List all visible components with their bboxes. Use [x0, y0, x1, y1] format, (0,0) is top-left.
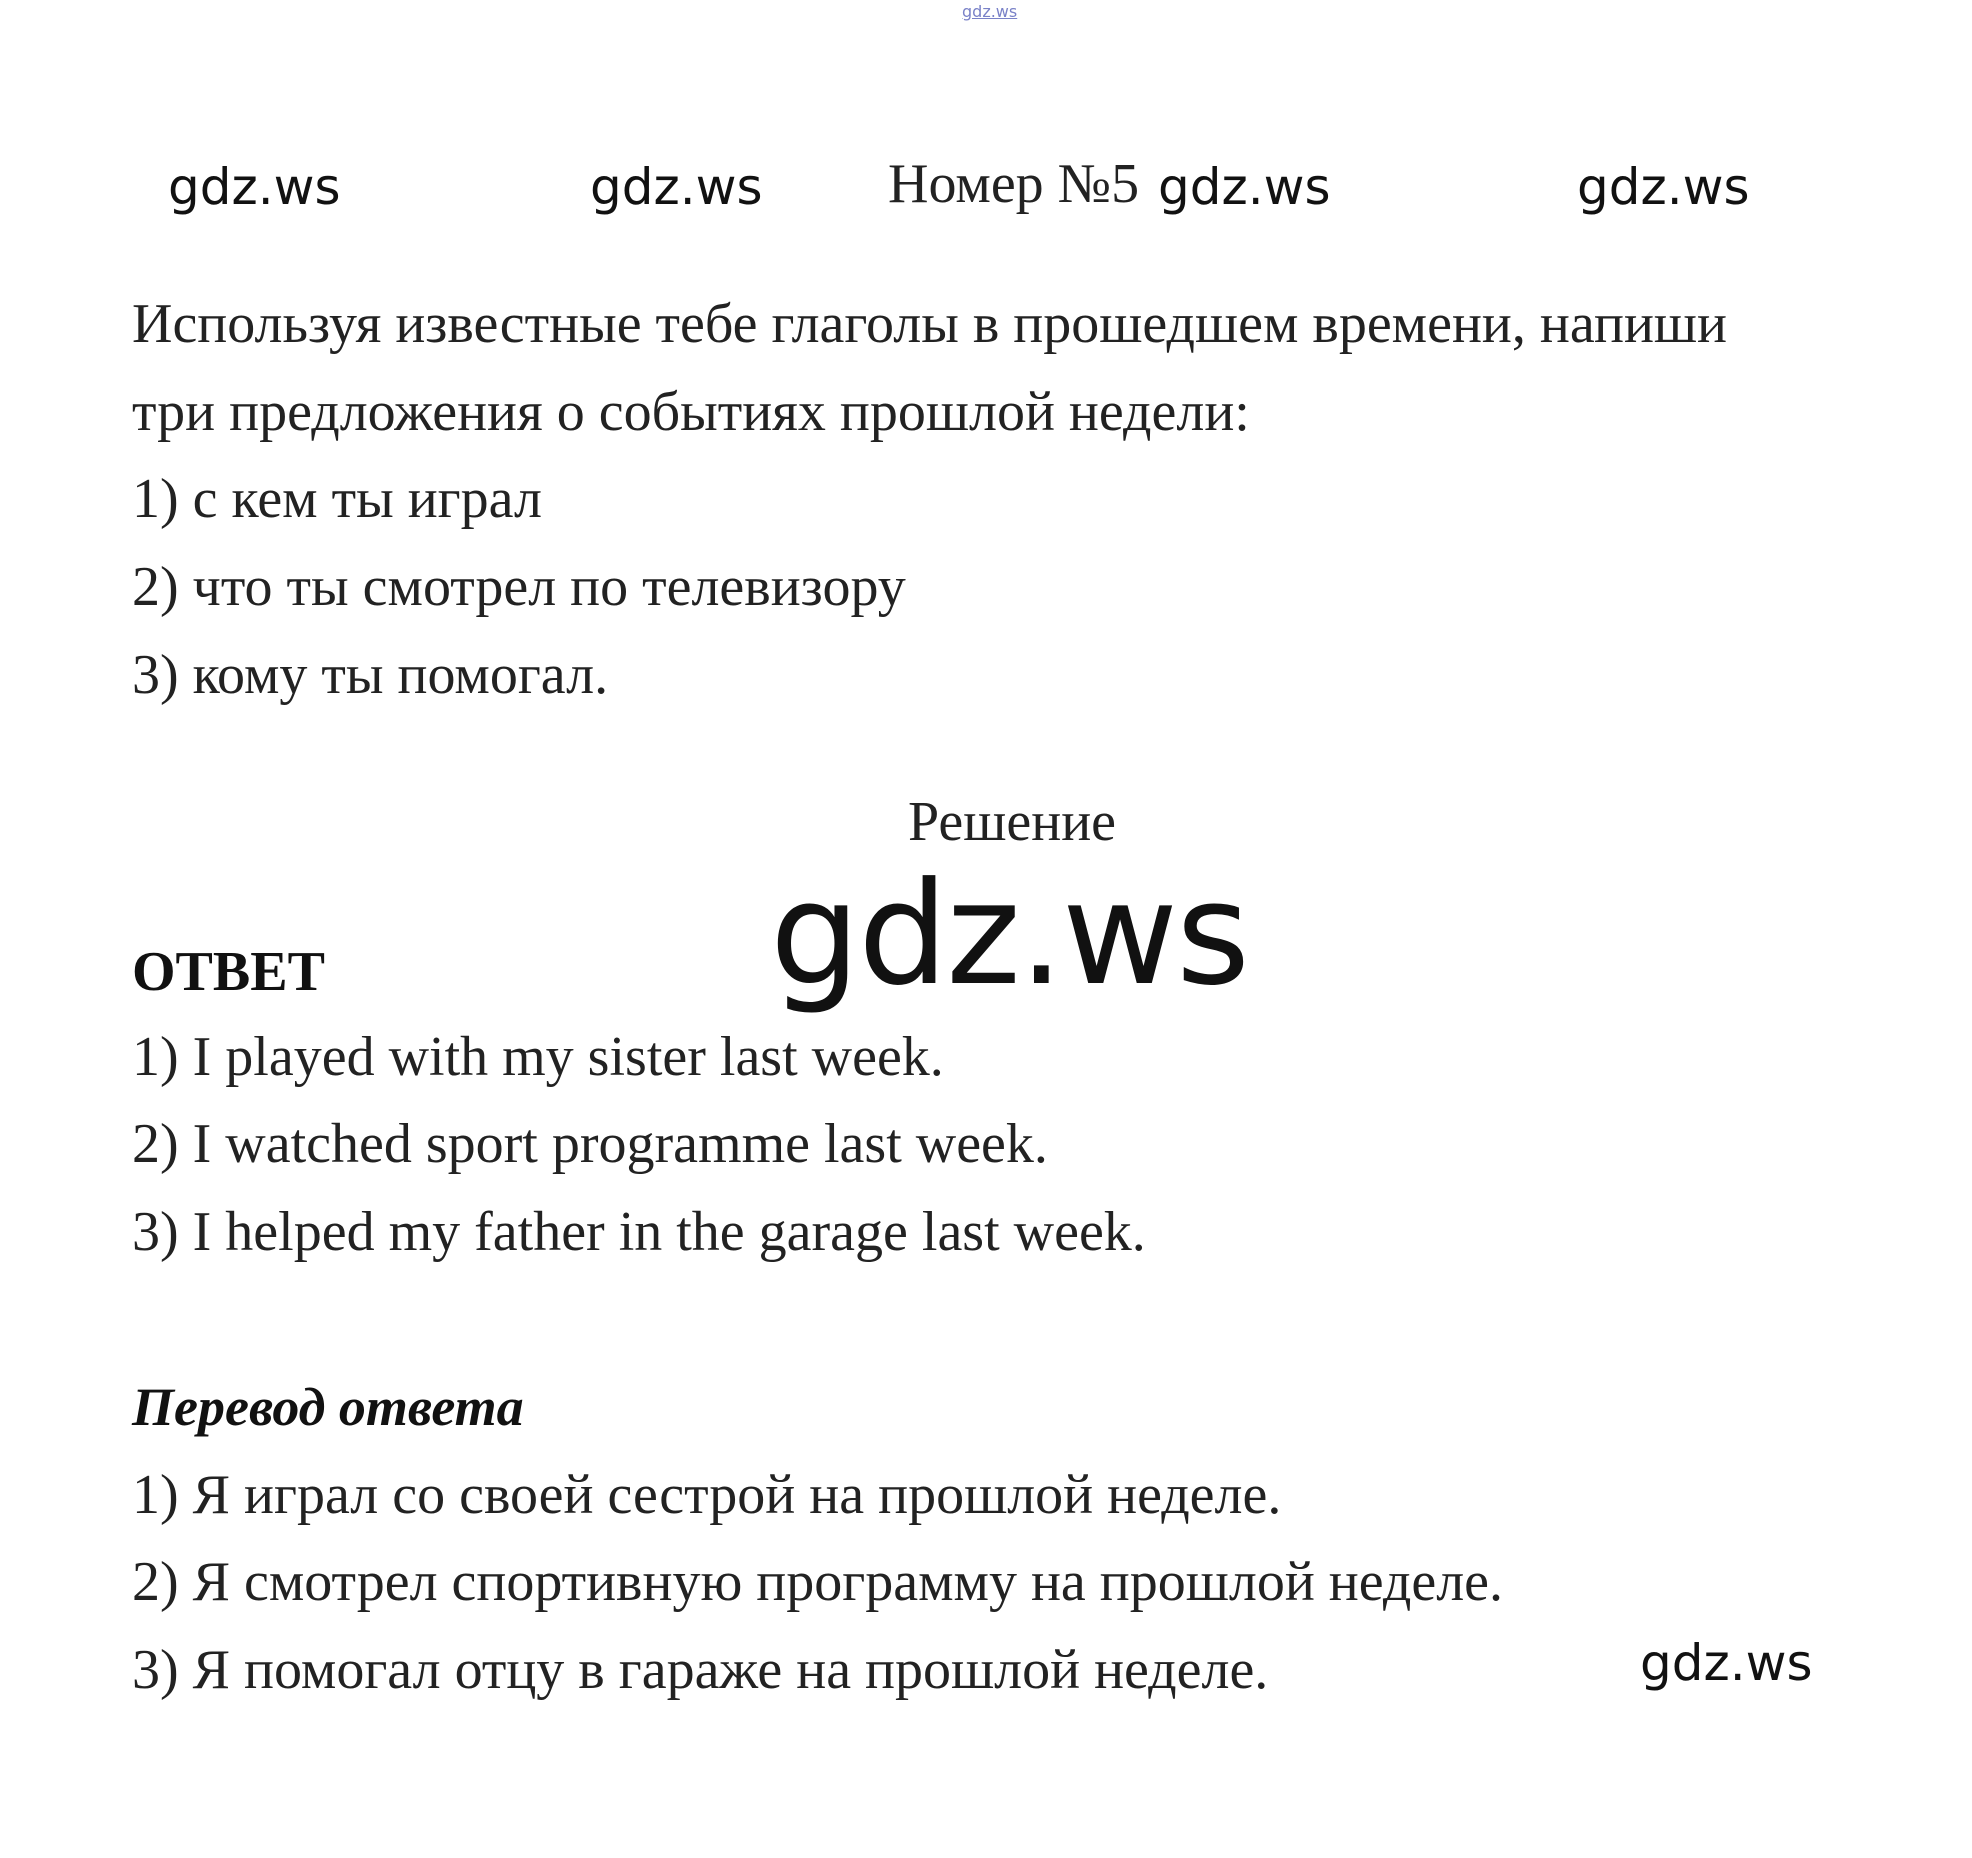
- answer-item: 3) I helped my father in the garage last week.: [132, 1201, 1146, 1263]
- answer-item: 1) I played with my sister last week.: [132, 1026, 944, 1088]
- translation-item: 3) Я помогал отцу в гараже на прошлой неделе.: [132, 1639, 1269, 1701]
- watermark-header-4: gdz.ws: [1577, 158, 1750, 216]
- watermark-header-1: gdz.ws: [168, 158, 341, 216]
- task-text-line-2: три предложения о событиях прошлой недели:: [132, 381, 1250, 443]
- solution-label: Решение: [908, 791, 1117, 853]
- translation-item: 1) Я играл со своей сестрой на прошлой неделе.: [132, 1464, 1282, 1526]
- task-item: 3) кому ты помогал.: [132, 644, 609, 706]
- translation-item: 2) Я смотрел спортивную программу на прошлой неделе.: [132, 1551, 1504, 1613]
- task-item: 2) что ты смотрел по телевизору: [132, 556, 906, 618]
- watermark-large: gdz.ws: [770, 852, 1249, 1017]
- task-text-line-1: Используя известные тебе глаголы в прошедшем времени, напиши: [132, 293, 1728, 355]
- watermark-top-link[interactable]: gdz.ws: [962, 2, 1018, 21]
- answer-heading: ОТВЕТ: [132, 941, 325, 1003]
- watermark-header-3: gdz.ws: [1158, 158, 1331, 216]
- page-title: Номер №5: [888, 153, 1140, 215]
- task-item: 1) с кем ты играл: [132, 468, 542, 530]
- answer-item: 2) I watched sport programme last week.: [132, 1113, 1048, 1175]
- watermark-header-2: gdz.ws: [590, 158, 763, 216]
- translation-heading: Перевод ответа: [132, 1377, 524, 1437]
- watermark-bottom: gdz.ws: [1640, 1634, 1813, 1692]
